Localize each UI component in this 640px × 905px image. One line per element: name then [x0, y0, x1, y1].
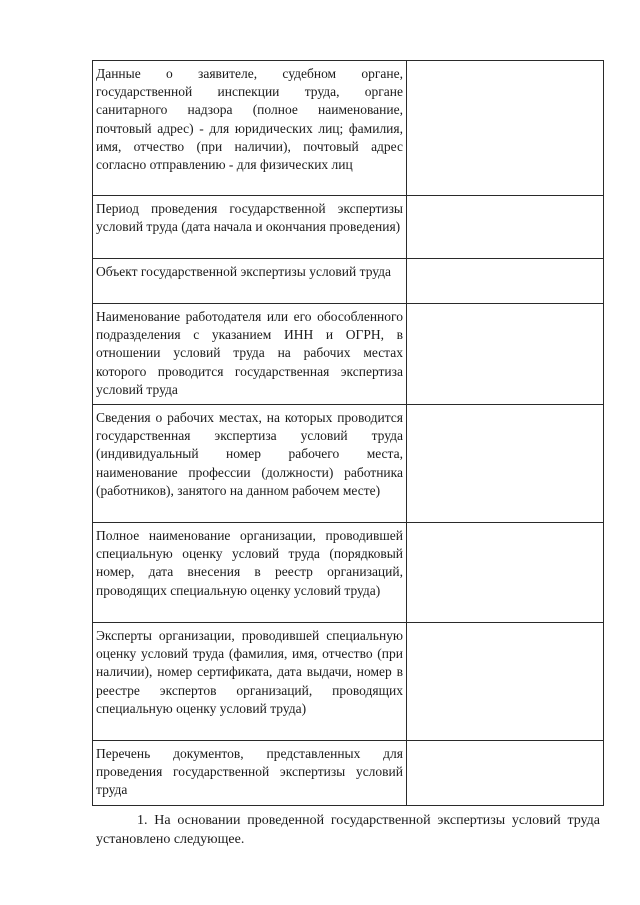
row-value-expertise-period[interactable] [407, 196, 604, 259]
row-value-documents-list[interactable] [407, 741, 604, 806]
table-row [93, 259, 604, 304]
expertise-details-table [92, 60, 604, 806]
row-label-documents-list: Перечень документов, представленных для проведения государственной экспертизы условий труда [93, 741, 407, 806]
row-label-applicant-data: Данные о заявителе, судебном органе, государственной инспекции труда, органе санитарного надзора (полное наименование, почтовый адрес) - для юридических лиц; фамилия, имя, отчество (при наличии), почтовый адрес согласно отправлению - для физических лиц [93, 61, 407, 196]
row-value-applicant-data[interactable] [407, 61, 604, 196]
row-label-organization-experts: Эксперты организации, проводившей специальную оценку условий труда (фамилия, имя, отчество (при наличии), номер сертификата, дата выдачи, номер в реестре экспертов организаций, проводящих специальную оценку условий труда) [93, 623, 407, 741]
row-label-expertise-period: Период проведения государственной экспертизы условий труда (дата начала и окончания проведения) [93, 196, 407, 259]
row-value-assessment-organization[interactable] [407, 523, 604, 623]
row-value-workplaces-info[interactable] [407, 405, 604, 523]
row-value-expertise-object[interactable] [407, 259, 604, 304]
table-row [93, 196, 604, 259]
row-value-organization-experts[interactable] [407, 623, 604, 741]
table-row [93, 741, 604, 806]
row-label-assessment-organization: Полное наименование организации, проводившей специальную оценку условий труда (порядковый номер, дата внесения в реестр организаций, проводящих специальную оценку условий труда) [93, 523, 407, 623]
row-value-employer-name[interactable] [407, 304, 604, 405]
row-label-employer-name: Наименование работодателя или его обособленного подразделения с указанием ИНН и ОГРН, в отношении условий труда на рабочих местах которого проводится государственная экспертиза условий труда [93, 304, 407, 405]
table-row [93, 623, 604, 741]
conclusion-paragraph: 1. На основании проведенной государственной экспертизы условий труда установлено следующее. [96, 813, 600, 847]
row-label-expertise-object: Объект государственной экспертизы условий труда [93, 259, 407, 304]
row-label-workplaces-info: Сведения о рабочих местах, на которых проводится государственная экспертиза условий труда (индивидуальный номер рабочего места, наименование профессии (должности) работника (работников), занятого на данном рабочем месте) [93, 405, 407, 523]
table-row [93, 304, 604, 405]
table-row [93, 61, 604, 196]
table-row [93, 523, 604, 623]
table-row [93, 405, 604, 523]
